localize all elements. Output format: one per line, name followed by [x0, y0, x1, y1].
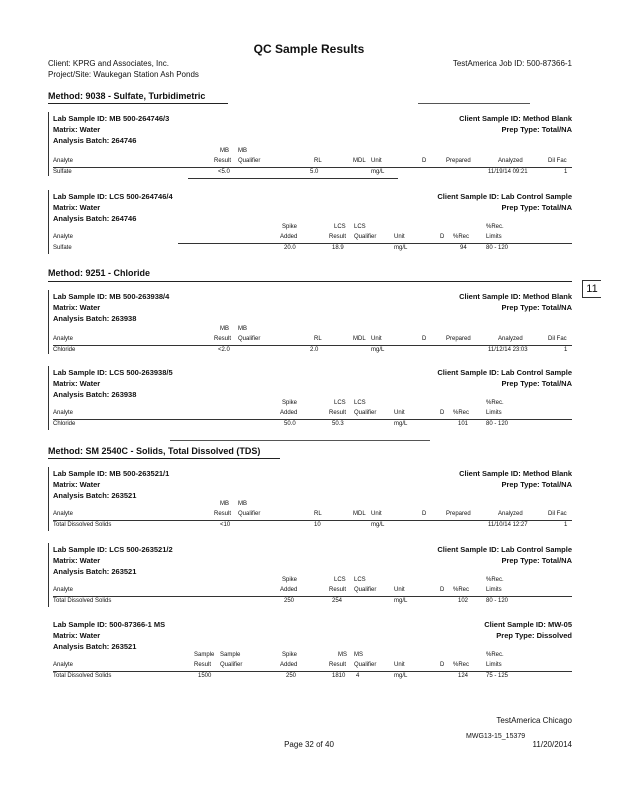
prep-type: Prep Type: Total/NA	[501, 480, 572, 489]
cell-analyte: Total Dissolved Solids	[53, 673, 112, 679]
client-sample-id: Client Sample ID: Method Blank	[459, 292, 572, 301]
cell-qualifier: 4	[356, 673, 360, 679]
col-head: Unit	[394, 587, 405, 593]
cell-rec: 124	[458, 673, 469, 679]
cell-unit: mg/L	[394, 673, 408, 679]
cell-rl: 10	[314, 522, 321, 528]
col-head: MDL	[353, 511, 366, 517]
method-rule	[418, 103, 530, 104]
matrix: Matrix: Water	[53, 480, 101, 489]
prep-type: Prep Type: Total/NA	[501, 556, 572, 565]
footer-lab-name: TestAmerica Chicago	[496, 716, 572, 725]
col-head: LCS	[354, 577, 366, 583]
cell-added: 50.0	[284, 421, 296, 427]
col-head: Dil Fac	[548, 336, 567, 342]
method-rule	[170, 440, 430, 441]
cell-result: <5.0	[218, 169, 230, 175]
col-head: Spike	[282, 652, 298, 658]
lab-sample-id: Lab Sample ID: LCS 500-263521/2	[53, 545, 173, 554]
qc-block-lcs-chloride	[48, 366, 572, 434]
cell-result: 50.3	[332, 421, 344, 427]
col-head: %Rec	[453, 234, 470, 240]
col-head: Analyzed	[498, 336, 523, 342]
col-head: LCS	[354, 400, 366, 406]
row-rule	[188, 178, 398, 179]
col-head: Added	[280, 662, 298, 668]
cell-dil-fac: 1	[564, 347, 568, 353]
cell-unit: mg/L	[394, 245, 408, 251]
method-rule	[48, 103, 228, 104]
col-head: D	[422, 158, 427, 164]
col-head: Prepared	[446, 511, 471, 517]
col-head: LCS	[334, 577, 346, 583]
col-head: %Rec.	[486, 577, 504, 583]
col-head: Result	[329, 234, 347, 240]
cell-result: 1810	[332, 673, 346, 679]
lab-sample-id: Lab Sample ID: LCS 500-263938/5	[53, 368, 173, 377]
col-head: Analyte	[53, 662, 74, 668]
header-rule	[53, 520, 572, 521]
analysis-batch: Analysis Batch: 263521	[53, 642, 137, 651]
col-head: %Rec.	[486, 400, 504, 406]
col-head: RL	[314, 336, 322, 342]
qc-block-mb-sulfate	[48, 112, 572, 180]
col-head: Unit	[371, 511, 382, 517]
col-head: Unit	[394, 234, 405, 240]
qc-block-mb-tds	[48, 467, 572, 535]
col-head: MDL	[353, 158, 366, 164]
col-head: MB	[238, 148, 247, 154]
col-head: Result	[214, 158, 232, 164]
cell-unit: mg/L	[371, 169, 385, 175]
page-title: QC Sample Results	[253, 42, 365, 56]
cell-analyzed: 11/12/14 23:03	[488, 347, 528, 353]
col-head: Sample	[194, 652, 215, 658]
col-head: Qualifier	[238, 158, 261, 164]
col-head: Result	[214, 511, 232, 517]
matrix: Matrix: Water	[53, 125, 101, 134]
client-sample-id: Client Sample ID: Lab Control Sample	[437, 545, 572, 554]
col-head: Spike	[282, 577, 298, 583]
col-head: %Rec.	[486, 224, 504, 230]
col-head: Unit	[394, 662, 405, 668]
qc-block-lcs-sulfate	[48, 190, 572, 258]
col-head: Analyte	[53, 234, 74, 240]
col-head: Unit	[394, 410, 405, 416]
cell-analyzed: 11/10/14 12:27	[488, 522, 528, 528]
client-sample-id: Client Sample ID: Lab Control Sample	[437, 192, 572, 201]
col-head: MDL	[353, 336, 366, 342]
col-head: Qualifier	[220, 662, 243, 668]
col-head: Limits	[486, 234, 502, 240]
cell-result: 254	[332, 598, 343, 604]
cell-limits: 80 - 120	[486, 598, 509, 604]
col-head: Dil Fac	[548, 511, 567, 517]
col-head: Unit	[371, 336, 382, 342]
col-head: RL	[314, 158, 322, 164]
client-sample-id: Client Sample ID: Lab Control Sample	[437, 368, 572, 377]
header-rule	[53, 345, 572, 346]
cell-result: <2.0	[218, 347, 230, 353]
col-head: Qualifier	[354, 587, 377, 593]
col-head: D	[422, 336, 427, 342]
cell-rl: 2.0	[310, 347, 319, 353]
method-heading-tds: Method: SM 2540C - Solids, Total Dissolved (TDS)	[48, 446, 261, 456]
client-name: Client: KPRG and Associates, Inc.	[48, 59, 169, 68]
lab-sample-id: Lab Sample ID: MB 500-263938/4	[53, 292, 170, 301]
col-head: Sample	[220, 652, 241, 658]
analysis-batch: Analysis Batch: 263521	[53, 491, 137, 500]
col-head: Analyte	[53, 511, 74, 517]
col-head: Analyte	[53, 158, 74, 164]
col-head: Added	[280, 587, 298, 593]
cell-analyte: Total Dissolved Solids	[53, 598, 112, 604]
col-head: LCS	[334, 224, 346, 230]
method-heading-sulfate: Method: 9038 - Sulfate, Turbidimetric	[48, 91, 206, 101]
method-rule	[48, 281, 572, 282]
col-head: Limits	[486, 587, 502, 593]
col-head: Limits	[486, 410, 502, 416]
lab-sample-id: Lab Sample ID: 500-87366-1 MS	[53, 620, 166, 629]
client-sample-id: Client Sample ID: Method Blank	[459, 469, 572, 478]
col-head: MB	[238, 501, 247, 507]
col-head: %Rec	[453, 410, 470, 416]
cell-added: 250	[286, 673, 297, 679]
col-head: LCS	[334, 400, 346, 406]
matrix: Matrix: Water	[53, 631, 101, 640]
cell-result: 18.9	[332, 245, 344, 251]
job-id: TestAmerica Job ID: 500-87366-1	[452, 59, 572, 68]
method-rule	[48, 458, 280, 459]
cell-limits: 75 - 125	[486, 673, 509, 679]
qc-block-mb-chloride	[48, 290, 572, 358]
col-head: RL	[314, 511, 322, 517]
col-head: Spike	[282, 400, 298, 406]
qc-block-lcs-tds	[48, 543, 572, 611]
col-head: D	[440, 410, 445, 416]
cell-analyte: Total Dissolved Solids	[53, 522, 112, 528]
col-head: Qualifier	[354, 662, 377, 668]
col-head: MS	[338, 652, 347, 658]
col-head: Qualifier	[238, 336, 261, 342]
col-head: Dil Fac	[548, 158, 567, 164]
cell-dil-fac: 1	[564, 169, 568, 175]
col-head: Qualifier	[354, 410, 377, 416]
col-head: Qualifier	[238, 511, 261, 517]
cell-added: 250	[284, 598, 295, 604]
header-rule	[53, 167, 572, 168]
col-head: D	[440, 234, 445, 240]
cell-sample-result: 1500	[198, 673, 212, 679]
col-head: Result	[214, 336, 232, 342]
prep-type: Prep Type: Total/NA	[501, 125, 572, 134]
cell-rec: 101	[458, 421, 469, 427]
col-head: Limits	[486, 662, 502, 668]
matrix: Matrix: Water	[53, 203, 101, 212]
prep-type: Prep Type: Total/NA	[501, 379, 572, 388]
client-sample-id: Client Sample ID: Method Blank	[459, 114, 572, 123]
col-head: D	[440, 587, 445, 593]
cell-analyte: Sulfate	[53, 245, 72, 251]
cell-limits: 80 - 120	[486, 245, 509, 251]
prep-type: Prep Type: Total/NA	[501, 303, 572, 312]
col-head: %Rec	[453, 662, 470, 668]
matrix: Matrix: Water	[53, 379, 101, 388]
col-head: Result	[329, 410, 347, 416]
cell-unit: mg/L	[394, 421, 408, 427]
cell-unit: mg/L	[371, 522, 385, 528]
analysis-batch: Analysis Batch: 263938	[53, 390, 137, 399]
matrix: Matrix: Water	[53, 303, 101, 312]
col-head: Prepared	[446, 158, 471, 164]
col-head: MB	[238, 326, 247, 332]
prep-type: Prep Type: Total/NA	[501, 203, 572, 212]
cell-limits: 80 - 120	[486, 421, 509, 427]
analysis-batch: Analysis Batch: 263521	[53, 567, 137, 576]
footer-doc-id: MWG13-15_15379	[466, 733, 526, 740]
analysis-batch: Analysis Batch: 264746	[53, 214, 137, 223]
cell-rl: 5.0	[310, 169, 319, 175]
analysis-batch: Analysis Batch: 263938	[53, 314, 137, 323]
cell-rec: 102	[458, 598, 469, 604]
col-head: Spike	[282, 224, 298, 230]
col-head: MB	[220, 148, 229, 154]
cell-unit: mg/L	[371, 347, 385, 353]
col-head: Result	[194, 662, 212, 668]
col-head: LCS	[354, 224, 366, 230]
cell-analyte: Sulfate	[53, 169, 72, 175]
col-head: MB	[220, 501, 229, 507]
col-head: Analyzed	[498, 511, 523, 517]
qc-block-ms-tds	[48, 618, 572, 686]
header-rule	[178, 243, 572, 244]
col-head: D	[440, 662, 445, 668]
cell-analyte: Chloride	[53, 421, 76, 427]
col-head: Qualifier	[354, 234, 377, 240]
col-head: Analyzed	[498, 158, 523, 164]
lab-sample-id: Lab Sample ID: LCS 500-264746/4	[53, 192, 173, 201]
cell-dil-fac: 1	[564, 522, 568, 528]
col-head: MS	[354, 652, 363, 658]
col-head: MB	[220, 326, 229, 332]
col-head: Added	[280, 410, 298, 416]
header-rule	[53, 596, 572, 597]
cell-added: 20.0	[284, 245, 296, 251]
col-head: Result	[329, 587, 347, 593]
col-head: Prepared	[446, 336, 471, 342]
lab-sample-id: Lab Sample ID: MB 500-263521/1	[53, 469, 170, 478]
col-head: D	[422, 511, 427, 517]
col-head: %Rec.	[486, 652, 504, 658]
cell-rec: 94	[460, 245, 467, 251]
header-rule	[53, 419, 572, 420]
col-head: %Rec	[453, 587, 470, 593]
col-head: Unit	[371, 158, 382, 164]
prep-type: Prep Type: Dissolved	[496, 631, 572, 640]
cell-unit: mg/L	[394, 598, 408, 604]
matrix: Matrix: Water	[53, 556, 101, 565]
method-heading-chloride: Method: 9251 - Chloride	[48, 268, 151, 278]
col-head: Analyte	[53, 410, 74, 416]
header-rule	[53, 671, 572, 672]
client-sample-id: Client Sample ID: MW-05	[484, 620, 572, 629]
col-head: Result	[329, 662, 347, 668]
lab-sample-id: Lab Sample ID: MB 500-264746/3	[53, 114, 170, 123]
cell-analyzed: 11/19/14 09:21	[488, 169, 528, 175]
footer-date: 11/20/2014	[532, 740, 572, 749]
section-tab: 11	[582, 280, 601, 298]
cell-analyte: Chloride	[53, 347, 76, 353]
col-head: Added	[280, 234, 298, 240]
cell-result: <10	[220, 522, 231, 528]
analysis-batch: Analysis Batch: 264746	[53, 136, 137, 145]
project-site: Project/Site: Waukegan Station Ash Ponds	[48, 70, 199, 79]
col-head: Analyte	[53, 587, 74, 593]
col-head: Analyte	[53, 336, 74, 342]
page-number: Page 32 of 40	[284, 740, 334, 749]
